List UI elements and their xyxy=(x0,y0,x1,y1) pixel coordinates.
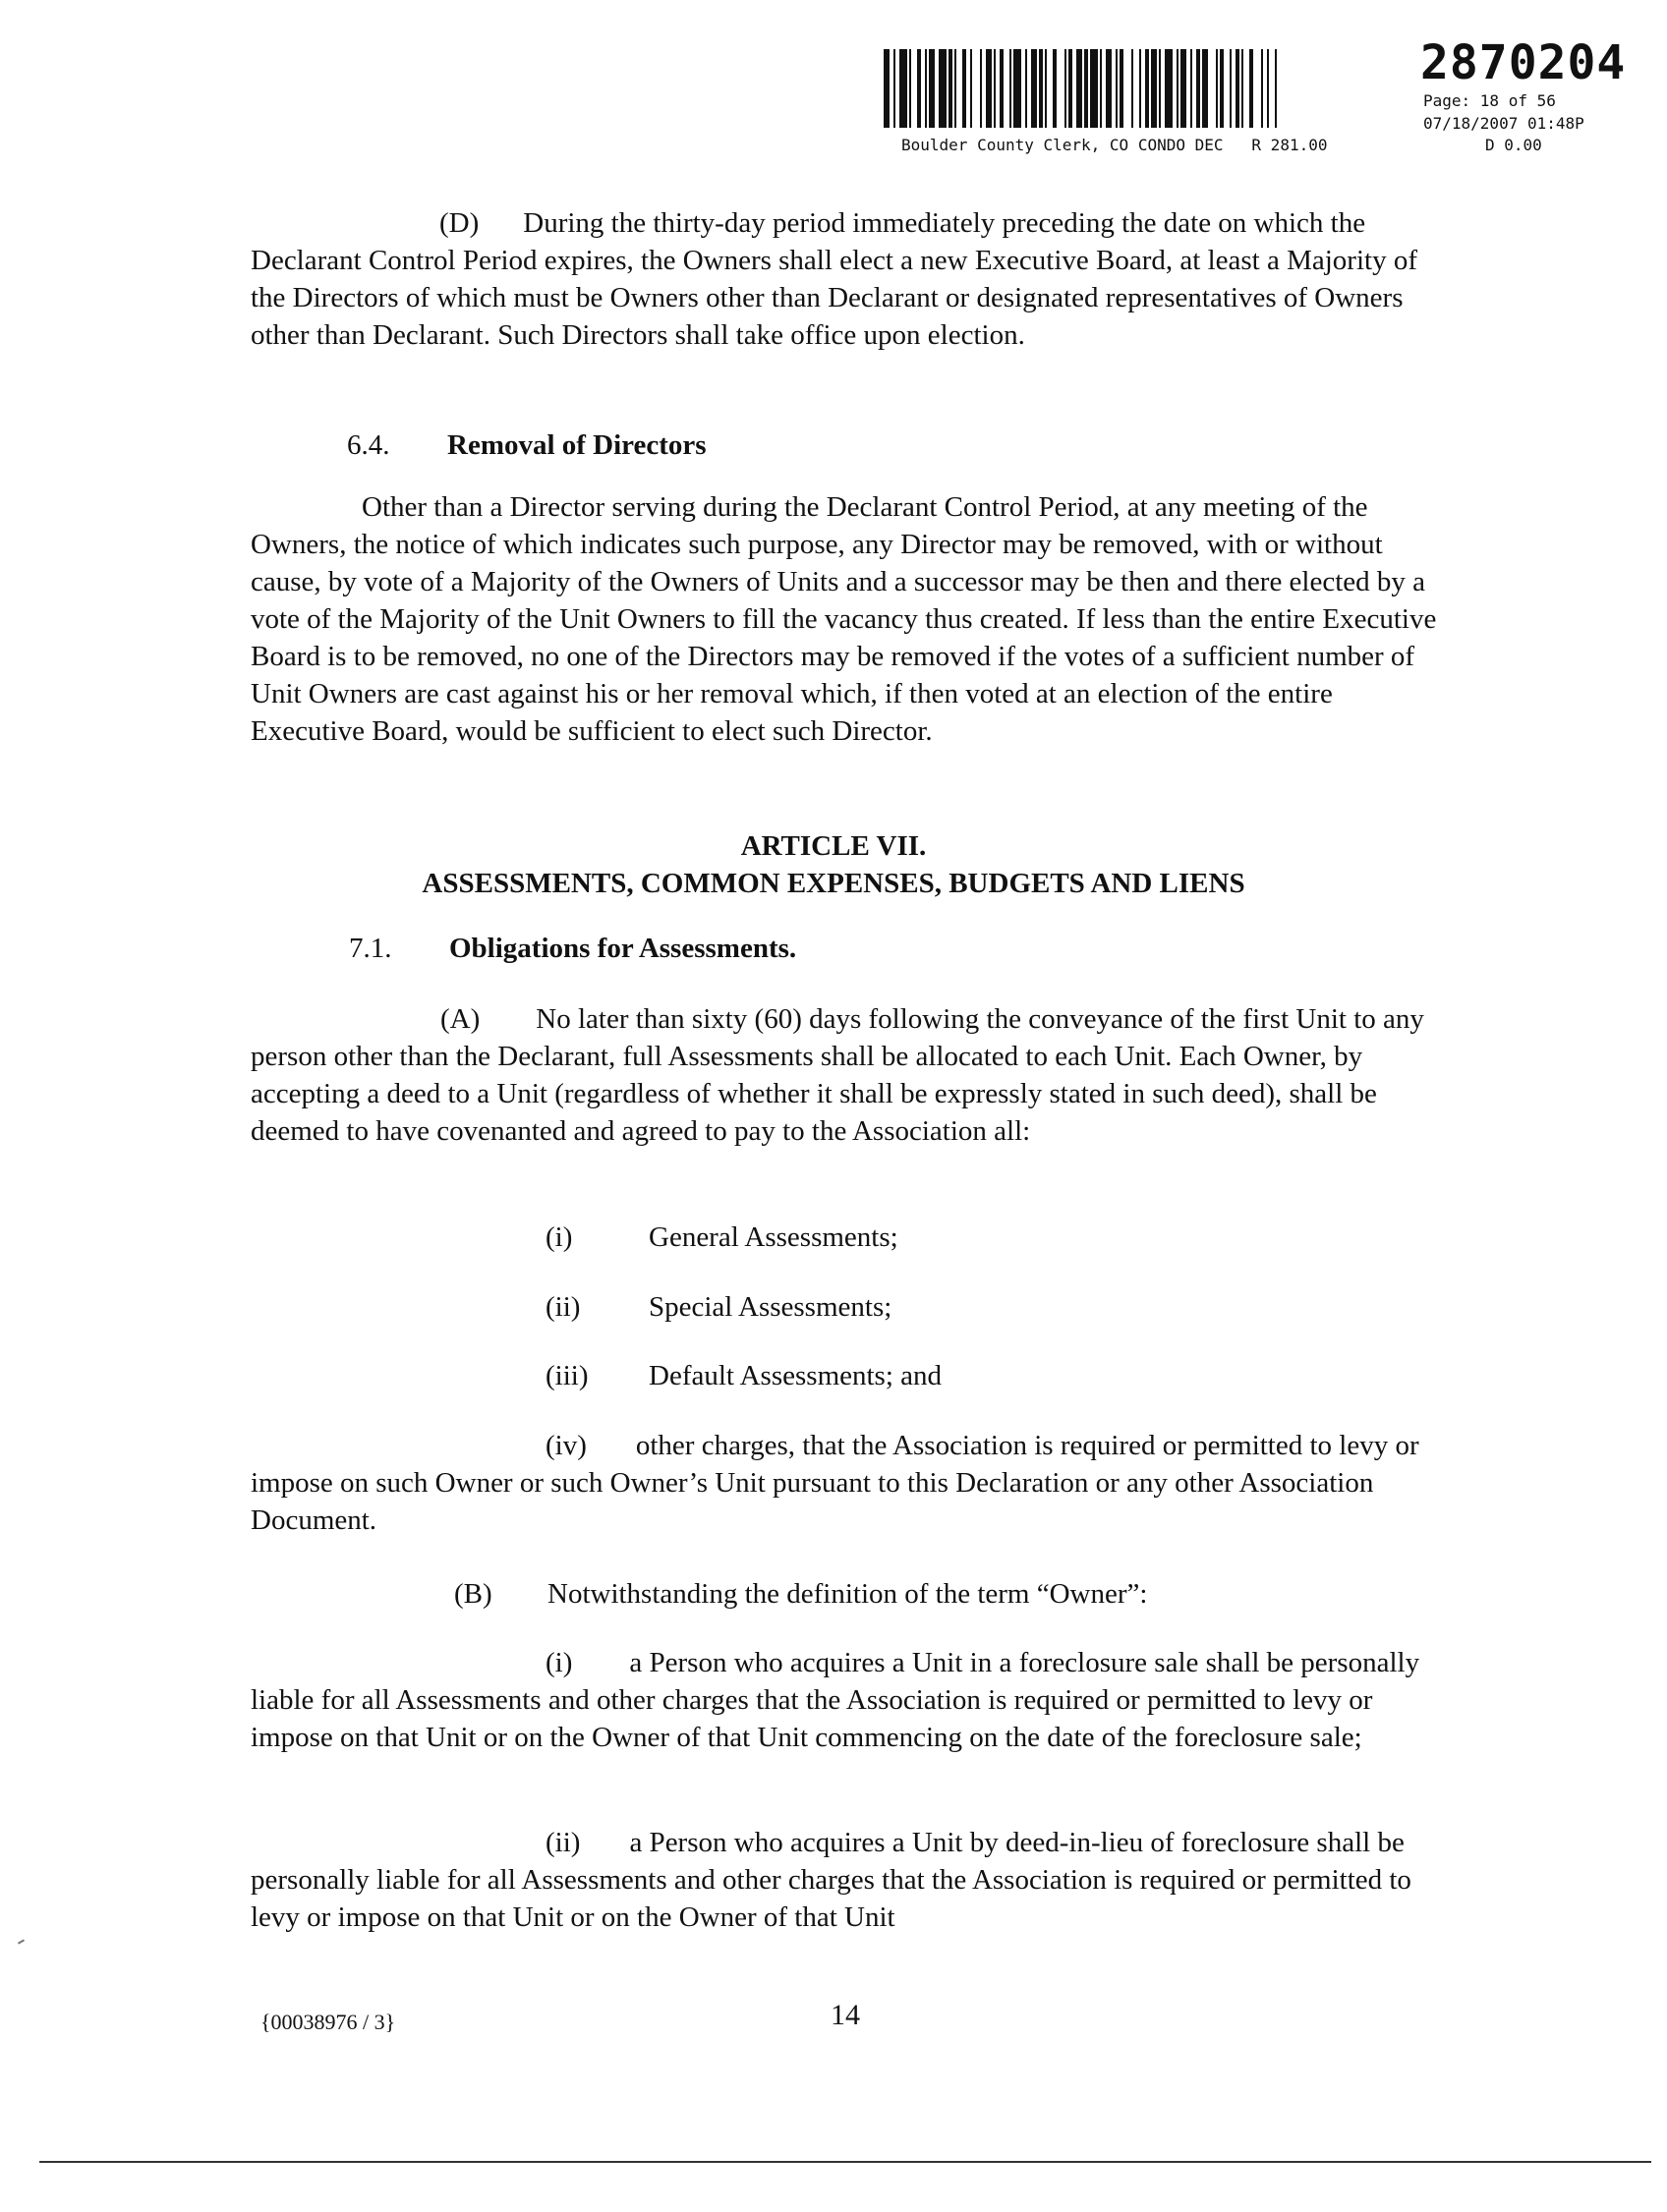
barcode-bar xyxy=(1165,49,1173,128)
paragraph-b-ii-label: (ii) xyxy=(546,1827,581,1858)
section-7-1-number: 7.1. xyxy=(349,933,392,964)
list-item xyxy=(546,1288,891,1326)
list-item-label: (ii) xyxy=(546,1291,581,1323)
barcode-bar xyxy=(972,49,980,128)
barcode-bar xyxy=(1253,49,1261,128)
paragraph-d-label: (D) xyxy=(439,207,480,239)
list-item-label: (iii) xyxy=(546,1360,589,1391)
article-title: ARTICLE VII. xyxy=(740,830,927,862)
barcode-bar xyxy=(899,49,907,128)
section-6-4-body: Other than a Director serving during the Declarant Control Period, at any meeting of the Owners, the notice of which indicates such purpose, any Director may be removed, with or without cause, by vote of a Majority of the Owners of Units and a successor may be then and there elected by a vote of the Majority of the Unit Owners to fill the vacancy thus created. If less than the entire Executive Board is to be removed, no one of the Directors may be removed if the votes of a sufficient number of Unit Owners are cast against his or her removal which, if then voted at an election of the entire Executive Board, would be sufficient to elect such Director. xyxy=(251,491,1437,747)
barcode-bar xyxy=(1090,49,1098,128)
recording-page-info: Page: 18 of 56 xyxy=(1423,91,1556,110)
barcode-bar xyxy=(1277,49,1281,128)
paragraph-a-text: No later than sixty (60) days following the conveyance of the first Unit to any person other than the Declarant, full Assessments shall be allocated to each Unit. Each Owner, by accepting a deed to a Unit (regardless of whether it shall be expressly stated in such deed), shall be deemed to have covenanted and agreed to pay to the Association all: xyxy=(251,1003,1424,1147)
paragraph-b-i-text: a Person who acquires a Unit in a foreclosure sale shall be personally liable for all Assessments and other charges that the Association is required or permitted to levy or impose on that Unit or on the Owner of that Unit commencing on the date of the foreclosure sale; xyxy=(251,1647,1420,1753)
paragraph-d xyxy=(251,204,1440,354)
section-6-4-heading xyxy=(347,426,707,464)
list-item-text: Special Assessments; xyxy=(649,1291,892,1323)
paragraph-b-i xyxy=(251,1644,1440,1756)
paragraph-b-ii xyxy=(251,1824,1440,1936)
list-item-text: General Assessments; xyxy=(649,1221,898,1253)
paragraph-b xyxy=(454,1575,1147,1613)
recording-d-amount: D 0.00 xyxy=(1485,136,1542,154)
barcode-bar xyxy=(1208,49,1216,128)
paragraph-b-label: (B) xyxy=(454,1578,492,1610)
page-number: 14 xyxy=(831,1999,860,2031)
paragraph-b-text: Notwithstanding the definition of the term “Owner”: xyxy=(547,1578,1148,1610)
barcode xyxy=(884,49,1393,128)
section-7-1-title: Obligations for Assessments. xyxy=(449,933,797,964)
recording-clerk-line: Boulder County Clerk, CO CONDO DEC R 281.00 xyxy=(901,136,1328,154)
paragraph-b-i-label: (i) xyxy=(546,1647,573,1678)
recording-datetime: 07/18/2007 01:48P xyxy=(1423,114,1584,133)
bottom-rule xyxy=(39,2161,1651,2163)
barcode-bar xyxy=(1013,49,1021,128)
paragraph-d-text: During the thirty-day period immediately preceding the date on which the Declarant Control Period expires, the Owners shall elect a new Executive Board, at least a Majority of the Directors of which must be Owners other than Declarant or designated representatives of Owners other than Declarant. Such Directors shall take office upon election. xyxy=(251,207,1417,351)
article-subtitle: ASSESSMENTS, COMMON EXPENSES, BUDGETS AND LIENS xyxy=(422,868,1245,899)
barcode-bar xyxy=(939,49,947,128)
paragraph-b-ii-text: a Person who acquires a Unit by deed-in-lieu of foreclosure shall be personally liable for all Assessments and other charges that the Association is required or permitted to levy or impose on that Unit or on the Owner of that Unit xyxy=(251,1827,1411,1933)
list-item xyxy=(546,1357,942,1394)
section-6-4-number: 6.4. xyxy=(347,429,390,461)
barcode-bar xyxy=(1057,49,1064,128)
paragraph-a-label: (A) xyxy=(440,1003,481,1035)
recording-number: 2870204 xyxy=(1420,35,1627,90)
paragraph-a xyxy=(251,1000,1440,1150)
list-item xyxy=(546,1219,898,1256)
scan-speck xyxy=(18,1939,25,1944)
paragraph-iv xyxy=(251,1427,1440,1539)
section-7-1-heading xyxy=(349,930,796,967)
barcode-bar xyxy=(1123,49,1131,128)
paragraph-iv-label: (iv) xyxy=(546,1430,587,1461)
list-item-label: (i) xyxy=(546,1221,573,1253)
paragraph-iv-text: other charges, that the Association is required or permitted to levy or impose on such Owner or such Owner’s Unit pursuant to this Declaration or any other Association Document. xyxy=(251,1430,1419,1536)
document-id: {00038976 / 3} xyxy=(260,2010,396,2034)
section-6-4-title: Removal of Directors xyxy=(447,429,707,461)
list-item-text: Default Assessments; and xyxy=(649,1360,943,1391)
